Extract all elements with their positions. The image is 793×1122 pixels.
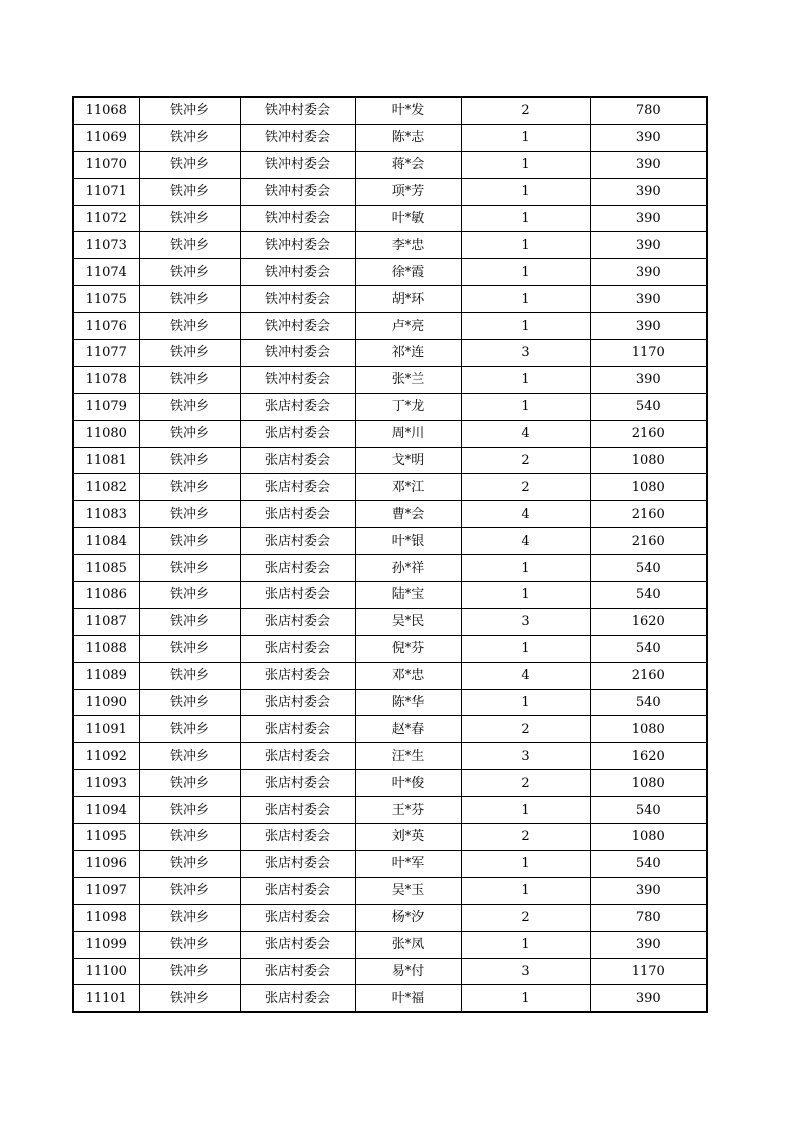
record-number-cell: 11085 bbox=[73, 555, 139, 582]
amount-cell: 540 bbox=[590, 635, 707, 662]
household-count-cell: 1 bbox=[461, 286, 590, 313]
record-number-cell: 11099 bbox=[73, 931, 139, 958]
household-count-cell: 3 bbox=[461, 958, 590, 985]
village-committee-cell: 张店村委会 bbox=[240, 797, 355, 824]
table-row bbox=[73, 985, 707, 1012]
person-name-cell: 陈*华 bbox=[355, 689, 461, 716]
amount-cell: 540 bbox=[590, 393, 707, 420]
township-cell: 铁冲乡 bbox=[139, 501, 240, 528]
amount-cell: 390 bbox=[590, 366, 707, 393]
amount-cell: 1080 bbox=[590, 474, 707, 501]
household-count-cell: 1 bbox=[461, 393, 590, 420]
record-number-cell: 11087 bbox=[73, 608, 139, 635]
person-name-cell: 杨*汐 bbox=[355, 904, 461, 931]
record-number-cell: 11100 bbox=[73, 958, 139, 985]
amount-cell: 1080 bbox=[590, 447, 707, 474]
township-cell: 铁冲乡 bbox=[139, 770, 240, 797]
amount-cell: 390 bbox=[590, 286, 707, 313]
village-committee-cell: 铁冲村委会 bbox=[240, 205, 355, 232]
person-name-cell: 陈*志 bbox=[355, 124, 461, 151]
household-count-cell: 1 bbox=[461, 232, 590, 259]
table-row bbox=[73, 528, 707, 555]
amount-cell: 390 bbox=[590, 313, 707, 340]
person-name-cell: 叶*发 bbox=[355, 97, 461, 124]
household-count-cell: 1 bbox=[461, 877, 590, 904]
household-count-cell: 2 bbox=[461, 824, 590, 851]
amount-cell: 390 bbox=[590, 232, 707, 259]
amount-cell: 390 bbox=[590, 931, 707, 958]
amount-cell: 1620 bbox=[590, 608, 707, 635]
village-committee-cell: 张店村委会 bbox=[240, 662, 355, 689]
person-name-cell: 项*芳 bbox=[355, 178, 461, 205]
household-count-cell: 1 bbox=[461, 582, 590, 609]
table-row bbox=[73, 501, 707, 528]
table-row bbox=[73, 447, 707, 474]
record-number-cell: 11096 bbox=[73, 850, 139, 877]
household-count-cell: 2 bbox=[461, 770, 590, 797]
amount-cell: 540 bbox=[590, 850, 707, 877]
household-count-cell: 1 bbox=[461, 151, 590, 178]
table-row bbox=[73, 850, 707, 877]
person-name-cell: 邓*忠 bbox=[355, 662, 461, 689]
record-number-cell: 11069 bbox=[73, 124, 139, 151]
household-count-cell: 1 bbox=[461, 313, 590, 340]
record-number-cell: 11093 bbox=[73, 770, 139, 797]
amount-cell: 780 bbox=[590, 904, 707, 931]
township-cell: 铁冲乡 bbox=[139, 985, 240, 1012]
village-committee-cell: 张店村委会 bbox=[240, 689, 355, 716]
person-name-cell: 周*川 bbox=[355, 420, 461, 447]
person-name-cell: 叶*俊 bbox=[355, 770, 461, 797]
household-count-cell: 4 bbox=[461, 420, 590, 447]
person-name-cell: 张*凤 bbox=[355, 931, 461, 958]
record-number-cell: 11073 bbox=[73, 232, 139, 259]
person-name-cell: 倪*芬 bbox=[355, 635, 461, 662]
person-name-cell: 叶*福 bbox=[355, 985, 461, 1012]
person-name-cell: 徐*霞 bbox=[355, 259, 461, 286]
person-name-cell: 刘*英 bbox=[355, 824, 461, 851]
record-number-cell: 11101 bbox=[73, 985, 139, 1012]
record-number-cell: 11068 bbox=[73, 97, 139, 124]
township-cell: 铁冲乡 bbox=[139, 931, 240, 958]
household-count-cell: 1 bbox=[461, 689, 590, 716]
record-number-cell: 11098 bbox=[73, 904, 139, 931]
township-cell: 铁冲乡 bbox=[139, 662, 240, 689]
township-cell: 铁冲乡 bbox=[139, 797, 240, 824]
person-name-cell: 陆*宝 bbox=[355, 582, 461, 609]
township-cell: 铁冲乡 bbox=[139, 555, 240, 582]
table-row bbox=[73, 958, 707, 985]
table-row bbox=[73, 340, 707, 367]
table-row bbox=[73, 582, 707, 609]
amount-cell: 2160 bbox=[590, 501, 707, 528]
table-row bbox=[73, 608, 707, 635]
household-count-cell: 3 bbox=[461, 340, 590, 367]
village-committee-cell: 铁冲村委会 bbox=[240, 286, 355, 313]
household-count-cell: 1 bbox=[461, 850, 590, 877]
village-committee-cell: 张店村委会 bbox=[240, 474, 355, 501]
table-row bbox=[73, 743, 707, 770]
township-cell: 铁冲乡 bbox=[139, 528, 240, 555]
person-name-cell: 邓*江 bbox=[355, 474, 461, 501]
roster-table-body bbox=[73, 97, 707, 1012]
record-number-cell: 11074 bbox=[73, 259, 139, 286]
village-committee-cell: 张店村委会 bbox=[240, 958, 355, 985]
record-number-cell: 11094 bbox=[73, 797, 139, 824]
table-row bbox=[73, 232, 707, 259]
township-cell: 铁冲乡 bbox=[139, 877, 240, 904]
table-row bbox=[73, 770, 707, 797]
household-count-cell: 1 bbox=[461, 366, 590, 393]
township-cell: 铁冲乡 bbox=[139, 232, 240, 259]
village-committee-cell: 铁冲村委会 bbox=[240, 178, 355, 205]
record-number-cell: 11084 bbox=[73, 528, 139, 555]
person-name-cell: 胡*环 bbox=[355, 286, 461, 313]
table-row bbox=[73, 259, 707, 286]
amount-cell: 1080 bbox=[590, 716, 707, 743]
table-row bbox=[73, 635, 707, 662]
township-cell: 铁冲乡 bbox=[139, 178, 240, 205]
household-count-cell: 2 bbox=[461, 97, 590, 124]
person-name-cell: 戈*明 bbox=[355, 447, 461, 474]
village-committee-cell: 张店村委会 bbox=[240, 904, 355, 931]
person-name-cell: 叶*银 bbox=[355, 528, 461, 555]
amount-cell: 390 bbox=[590, 178, 707, 205]
household-count-cell: 3 bbox=[461, 743, 590, 770]
person-name-cell: 易*付 bbox=[355, 958, 461, 985]
record-number-cell: 11090 bbox=[73, 689, 139, 716]
township-cell: 铁冲乡 bbox=[139, 958, 240, 985]
village-committee-cell: 张店村委会 bbox=[240, 447, 355, 474]
household-count-cell: 1 bbox=[461, 178, 590, 205]
township-cell: 铁冲乡 bbox=[139, 313, 240, 340]
table-row bbox=[73, 662, 707, 689]
record-number-cell: 11072 bbox=[73, 205, 139, 232]
village-committee-cell: 张店村委会 bbox=[240, 716, 355, 743]
village-committee-cell: 铁冲村委会 bbox=[240, 97, 355, 124]
table-row bbox=[73, 286, 707, 313]
table-row bbox=[73, 931, 707, 958]
village-committee-cell: 张店村委会 bbox=[240, 420, 355, 447]
village-committee-cell: 张店村委会 bbox=[240, 608, 355, 635]
township-cell: 铁冲乡 bbox=[139, 743, 240, 770]
household-count-cell: 1 bbox=[461, 931, 590, 958]
person-name-cell: 叶*敏 bbox=[355, 205, 461, 232]
township-cell: 铁冲乡 bbox=[139, 286, 240, 313]
table-row bbox=[73, 420, 707, 447]
township-cell: 铁冲乡 bbox=[139, 393, 240, 420]
amount-cell: 1170 bbox=[590, 958, 707, 985]
amount-cell: 390 bbox=[590, 985, 707, 1012]
village-committee-cell: 铁冲村委会 bbox=[240, 151, 355, 178]
township-cell: 铁冲乡 bbox=[139, 97, 240, 124]
table-row bbox=[73, 97, 707, 124]
person-name-cell: 汪*生 bbox=[355, 743, 461, 770]
village-committee-cell: 铁冲村委会 bbox=[240, 232, 355, 259]
amount-cell: 1620 bbox=[590, 743, 707, 770]
roster-table bbox=[72, 96, 708, 1013]
village-committee-cell: 张店村委会 bbox=[240, 985, 355, 1012]
household-count-cell: 4 bbox=[461, 662, 590, 689]
township-cell: 铁冲乡 bbox=[139, 850, 240, 877]
village-committee-cell: 张店村委会 bbox=[240, 501, 355, 528]
village-committee-cell: 铁冲村委会 bbox=[240, 340, 355, 367]
person-name-cell: 卢*亮 bbox=[355, 313, 461, 340]
amount-cell: 1080 bbox=[590, 824, 707, 851]
person-name-cell: 赵*春 bbox=[355, 716, 461, 743]
amount-cell: 390 bbox=[590, 205, 707, 232]
person-name-cell: 王*芬 bbox=[355, 797, 461, 824]
village-committee-cell: 铁冲村委会 bbox=[240, 313, 355, 340]
township-cell: 铁冲乡 bbox=[139, 716, 240, 743]
village-committee-cell: 铁冲村委会 bbox=[240, 259, 355, 286]
amount-cell: 390 bbox=[590, 877, 707, 904]
amount-cell: 390 bbox=[590, 151, 707, 178]
village-committee-cell: 张店村委会 bbox=[240, 582, 355, 609]
village-committee-cell: 铁冲村委会 bbox=[240, 366, 355, 393]
township-cell: 铁冲乡 bbox=[139, 474, 240, 501]
household-count-cell: 4 bbox=[461, 528, 590, 555]
table-row bbox=[73, 366, 707, 393]
table-row bbox=[73, 393, 707, 420]
amount-cell: 2160 bbox=[590, 528, 707, 555]
village-committee-cell: 张店村委会 bbox=[240, 393, 355, 420]
table-row bbox=[73, 151, 707, 178]
record-number-cell: 11092 bbox=[73, 743, 139, 770]
village-committee-cell: 张店村委会 bbox=[240, 931, 355, 958]
township-cell: 铁冲乡 bbox=[139, 151, 240, 178]
household-count-cell: 2 bbox=[461, 904, 590, 931]
village-committee-cell: 张店村委会 bbox=[240, 528, 355, 555]
township-cell: 铁冲乡 bbox=[139, 205, 240, 232]
village-committee-cell: 张店村委会 bbox=[240, 850, 355, 877]
record-number-cell: 11071 bbox=[73, 178, 139, 205]
record-number-cell: 11091 bbox=[73, 716, 139, 743]
township-cell: 铁冲乡 bbox=[139, 366, 240, 393]
village-committee-cell: 张店村委会 bbox=[240, 635, 355, 662]
record-number-cell: 11082 bbox=[73, 474, 139, 501]
record-number-cell: 11070 bbox=[73, 151, 139, 178]
table-row bbox=[73, 205, 707, 232]
table-row bbox=[73, 124, 707, 151]
household-count-cell: 2 bbox=[461, 474, 590, 501]
township-cell: 铁冲乡 bbox=[139, 124, 240, 151]
table-row bbox=[73, 178, 707, 205]
table-row bbox=[73, 824, 707, 851]
person-name-cell: 丁*龙 bbox=[355, 393, 461, 420]
village-committee-cell: 张店村委会 bbox=[240, 877, 355, 904]
amount-cell: 540 bbox=[590, 582, 707, 609]
person-name-cell: 叶*军 bbox=[355, 850, 461, 877]
record-number-cell: 11075 bbox=[73, 286, 139, 313]
amount-cell: 2160 bbox=[590, 662, 707, 689]
township-cell: 铁冲乡 bbox=[139, 582, 240, 609]
amount-cell: 780 bbox=[590, 97, 707, 124]
village-committee-cell: 张店村委会 bbox=[240, 770, 355, 797]
record-number-cell: 11095 bbox=[73, 824, 139, 851]
amount-cell: 1080 bbox=[590, 770, 707, 797]
township-cell: 铁冲乡 bbox=[139, 259, 240, 286]
household-count-cell: 1 bbox=[461, 555, 590, 582]
household-count-cell: 1 bbox=[461, 985, 590, 1012]
amount-cell: 390 bbox=[590, 124, 707, 151]
township-cell: 铁冲乡 bbox=[139, 689, 240, 716]
household-count-cell: 2 bbox=[461, 447, 590, 474]
household-count-cell: 1 bbox=[461, 124, 590, 151]
amount-cell: 540 bbox=[590, 689, 707, 716]
record-number-cell: 11081 bbox=[73, 447, 139, 474]
township-cell: 铁冲乡 bbox=[139, 447, 240, 474]
table-row bbox=[73, 716, 707, 743]
record-number-cell: 11080 bbox=[73, 420, 139, 447]
record-number-cell: 11089 bbox=[73, 662, 139, 689]
household-count-cell: 3 bbox=[461, 608, 590, 635]
record-number-cell: 11078 bbox=[73, 366, 139, 393]
township-cell: 铁冲乡 bbox=[139, 824, 240, 851]
record-number-cell: 11088 bbox=[73, 635, 139, 662]
township-cell: 铁冲乡 bbox=[139, 904, 240, 931]
village-committee-cell: 铁冲村委会 bbox=[240, 124, 355, 151]
household-count-cell: 1 bbox=[461, 205, 590, 232]
person-name-cell: 李*忠 bbox=[355, 232, 461, 259]
township-cell: 铁冲乡 bbox=[139, 608, 240, 635]
amount-cell: 1170 bbox=[590, 340, 707, 367]
table-row bbox=[73, 797, 707, 824]
person-name-cell: 曹*会 bbox=[355, 501, 461, 528]
person-name-cell: 吴*民 bbox=[355, 608, 461, 635]
person-name-cell: 蒋*会 bbox=[355, 151, 461, 178]
village-committee-cell: 张店村委会 bbox=[240, 824, 355, 851]
village-committee-cell: 张店村委会 bbox=[240, 743, 355, 770]
amount-cell: 540 bbox=[590, 797, 707, 824]
record-number-cell: 11077 bbox=[73, 340, 139, 367]
household-count-cell: 1 bbox=[461, 797, 590, 824]
township-cell: 铁冲乡 bbox=[139, 635, 240, 662]
table-row bbox=[73, 689, 707, 716]
person-name-cell: 祁*连 bbox=[355, 340, 461, 367]
amount-cell: 540 bbox=[590, 555, 707, 582]
table-row bbox=[73, 474, 707, 501]
person-name-cell: 吴*玉 bbox=[355, 877, 461, 904]
table-row bbox=[73, 555, 707, 582]
household-count-cell: 4 bbox=[461, 501, 590, 528]
household-count-cell: 1 bbox=[461, 259, 590, 286]
amount-cell: 2160 bbox=[590, 420, 707, 447]
person-name-cell: 张*兰 bbox=[355, 366, 461, 393]
table-row bbox=[73, 313, 707, 340]
amount-cell: 390 bbox=[590, 259, 707, 286]
record-number-cell: 11076 bbox=[73, 313, 139, 340]
person-name-cell: 孙*祥 bbox=[355, 555, 461, 582]
record-number-cell: 11086 bbox=[73, 582, 139, 609]
table-row bbox=[73, 904, 707, 931]
record-number-cell: 11079 bbox=[73, 393, 139, 420]
township-cell: 铁冲乡 bbox=[139, 420, 240, 447]
household-count-cell: 2 bbox=[461, 716, 590, 743]
record-number-cell: 11083 bbox=[73, 501, 139, 528]
household-count-cell: 1 bbox=[461, 635, 590, 662]
table-row bbox=[73, 877, 707, 904]
township-cell: 铁冲乡 bbox=[139, 340, 240, 367]
record-number-cell: 11097 bbox=[73, 877, 139, 904]
village-committee-cell: 张店村委会 bbox=[240, 555, 355, 582]
